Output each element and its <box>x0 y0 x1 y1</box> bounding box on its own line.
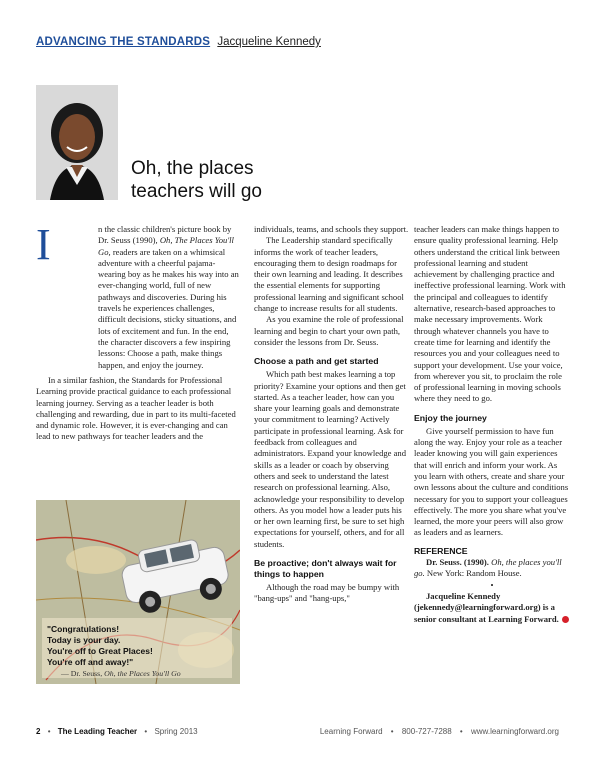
paragraph: Which path best makes learning a top priority? Examine your options and then get started. As a teacher leader, how can you share your learning goals and demonstrate your commitment to learning? Actively participate in professional learning. Ask for feedback from colleagues and administrators. Expand your knowledge and skills as a leader or coach by observing others and seek to understand the latest research on professional learning. Also, acknowledge your responsibility to develop others. As you model how a leader puts his or her own learning first, be sure to set high expectations for yourself, others, and for all students. <box>254 369 407 549</box>
author-bio <box>414 591 570 625</box>
author-photo <box>36 85 118 200</box>
book-title: Oh, The Places You'll Go, <box>98 235 234 257</box>
paragraph: The Leadership standard specifically informs the work of teacher leaders, encouraging them to design roadmaps for their own learning and leading. It describes the essential elements for supporting professional learning and significant school change to increase results for all students. <box>254 235 404 314</box>
cite-prefix: — Dr. Seuss, <box>61 669 103 678</box>
quote-line: You're off to Great Places! <box>47 646 153 656</box>
column-2 <box>254 224 410 605</box>
footer-right <box>320 727 559 736</box>
page-number: 2 <box>36 727 41 736</box>
article-title: Oh, the places teachers will go <box>131 158 262 202</box>
separator: • <box>47 727 51 736</box>
subheading: Be proactive; don't always wait for things to happen <box>254 558 397 580</box>
paragraph: Give yourself permission to have fun along the way. Enjoy your role as a teacher leader knowing you will gain experiences that will enrich and inform your work. As you learn with others, create and share your own lessons about the culture and conditions necessary for you to support your colleagues effectively. The more you share what you've learned, the more your peers will also grow as leaders and as learners. <box>414 425 569 538</box>
quote-line: Today is your day. <box>47 635 121 645</box>
quote-line: "Congratulations! <box>47 624 120 634</box>
paragraph: individuals, teams, and schools they support. <box>254 224 409 234</box>
separator: • <box>459 727 463 736</box>
bullet-separator: • <box>490 579 494 590</box>
section-header <box>36 36 321 48</box>
issue-date: Spring 2013 <box>154 727 198 736</box>
bio-name: Jacqueline Kennedy <box>426 590 501 601</box>
cite-title: Oh, the Places You'll Go <box>104 669 181 678</box>
column-1-continued <box>36 375 240 443</box>
phone-number: 800-727-7288 <box>401 727 452 736</box>
text: readers are taken on a whimsical adventure with a cheerful pajama-wearing boy as he makes his way into an ever-changing world, full of new pathways and discoveries. During his travels he experiences challenges, difficult decisions, sticky situations, and lots of excitement and fun. In the end, the character discovers a few inspiring lessons: Choose a path, make things happen, and enjoy the journey. <box>98 246 239 370</box>
author-name: Jacqueline Kennedy <box>217 36 321 48</box>
column-1 <box>36 220 240 371</box>
reference-entry <box>414 557 570 580</box>
org-name: Learning Forward <box>319 727 383 736</box>
paragraph: teacher leaders can make things happen to ensure quality professional learning. Help others understand the critical link between professional learning and student achievement by challenging practice and ineffective professional learning. Work with the principal and colleagues to identify alternative, research-based approaches to make necessary improvements. Work through whatever channels you have to create time for learning and identify the resources you and your colleagues need to support your development. Use your voice, from wherever you sit, to proclaim the role of professional learning in moving schools where they need to go. <box>414 224 566 404</box>
bio-email[interactable]: (jekennedy@learningforward.org) <box>414 602 541 613</box>
drop-cap: I <box>36 220 51 269</box>
bio-text: is a senior consultant at Learning Forward. <box>414 602 559 624</box>
ref-publisher: New York: Random House. <box>426 568 522 579</box>
footer-left <box>36 727 198 736</box>
column-3 <box>414 224 570 625</box>
ref-title: Oh, the places you'll go. <box>414 557 562 579</box>
ref-author: Dr. Seuss. (1990). <box>426 557 489 568</box>
subheading: Choose a path and get started <box>254 356 379 367</box>
pull-quote <box>47 624 227 679</box>
quote-citation <box>61 668 227 679</box>
text: n the classic children's picture book by Dr. Seuss (1990), <box>98 224 232 246</box>
paragraph: As you examine the role of professional learning and begin to chart your own path, consider the lessons from Dr. Seuss. <box>254 314 404 347</box>
paragraph <box>36 220 240 371</box>
reference-heading: REFERENCE <box>414 545 468 556</box>
end-mark-icon <box>562 616 569 623</box>
paragraph: In a similar fashion, the Standards for Professional Learning provide practical guidance to each professional learning journey. Serving as a teacher leader is both challenging and rewarding, due in part to its multi-faceted and dynamic role. However, it is ever-changing and can lead to new pathways for teacher leaders and the <box>36 375 236 442</box>
reference-section <box>414 546 570 625</box>
website-link[interactable]: www.learningforward.org <box>470 727 559 736</box>
subheading: Enjoy the journey <box>414 412 487 423</box>
separator: • <box>390 727 394 736</box>
separator: • <box>144 727 148 736</box>
paragraph: Although the road may be bumpy with "bang-ups" and "hang-ups," <box>254 582 400 604</box>
publication-name: The Leading Teacher <box>57 727 138 736</box>
quote-line: You're off and away!" <box>47 657 134 667</box>
section-label: ADVANCING THE STANDARDS <box>36 36 211 48</box>
